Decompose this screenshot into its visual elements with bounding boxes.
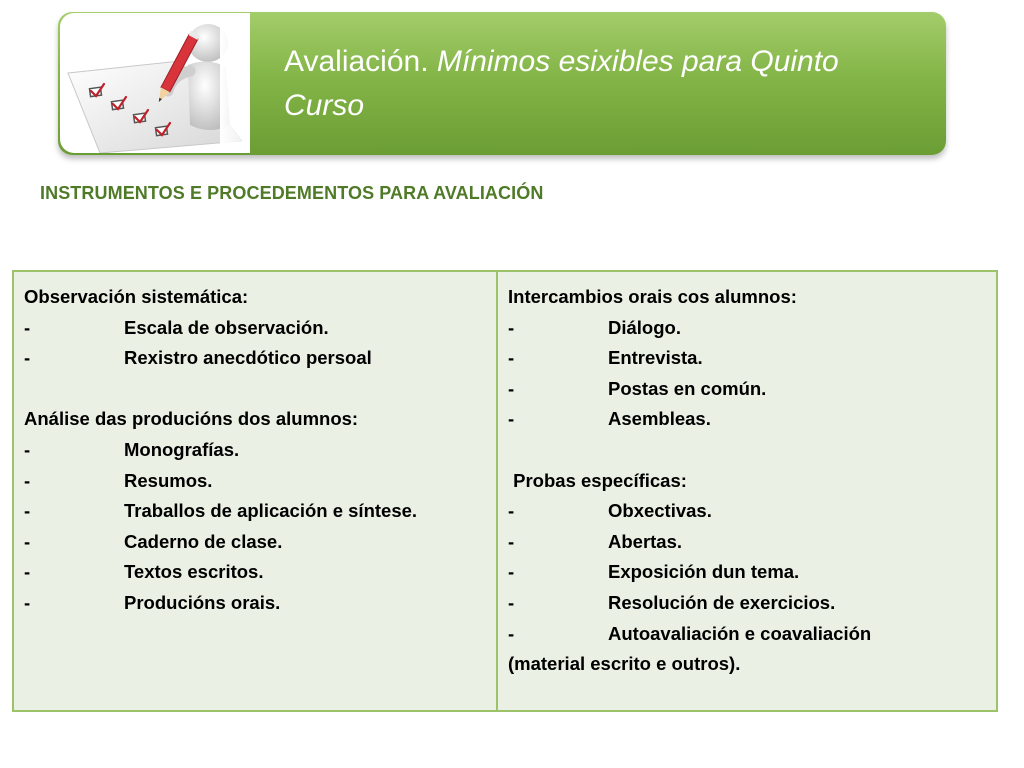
title-plain: Avaliación. — [284, 45, 429, 78]
list-item — [24, 435, 486, 466]
right-cell — [497, 271, 997, 711]
list-item — [24, 557, 486, 588]
dash: - — [24, 316, 31, 338]
item-text: Producións orais. — [124, 591, 281, 613]
item-text: Resumos. — [124, 469, 213, 491]
dash: - — [24, 530, 31, 552]
continuation-line: (material escrito e outros). — [508, 653, 741, 675]
dash: - — [24, 347, 31, 369]
dash: - — [508, 347, 515, 369]
list-item — [24, 588, 486, 619]
item-text: Caderno de clase. — [124, 530, 283, 552]
list-item — [508, 527, 986, 558]
item-text: Abertas. — [608, 530, 683, 552]
item-text: Asembleas. — [608, 408, 711, 430]
dash: - — [508, 622, 515, 644]
checklist-illustration — [60, 13, 250, 153]
list-item — [508, 619, 986, 650]
list-item — [508, 496, 986, 527]
list-item — [24, 343, 486, 374]
dash: - — [24, 591, 31, 613]
person-checklist-icon — [60, 13, 250, 153]
item-text: Traballos de aplicación e síntese. — [124, 500, 418, 522]
dash: - — [508, 316, 515, 338]
heading-analise: Análise das producións dos alumnos: — [24, 408, 359, 430]
dash: - — [508, 377, 515, 399]
item-text: Postas en común. — [608, 377, 767, 399]
instruments-table — [12, 270, 998, 712]
dash: - — [508, 561, 515, 583]
list-item — [508, 588, 986, 619]
list-item — [508, 404, 986, 435]
item-text: Rexistro anecdótico persoal — [124, 347, 372, 369]
item-text: Diálogo. — [608, 316, 681, 338]
list-item — [24, 466, 486, 497]
dash: - — [24, 500, 31, 522]
item-text: Escala de observación. — [124, 316, 329, 338]
table-row — [13, 271, 997, 711]
item-text: Exposición dun tema. — [608, 561, 800, 583]
heading-probas: Probas específicas: — [508, 469, 687, 491]
item-text: Monografías. — [124, 438, 240, 460]
item-text: Autoavaliación e coavaliación — [608, 622, 872, 644]
spacer — [508, 435, 986, 466]
heading-intercambios: Intercambios orais cos alumnos: — [508, 286, 797, 307]
dash: - — [508, 530, 515, 552]
list-item — [24, 313, 486, 344]
slide-title — [284, 40, 904, 128]
heading-observacion: Observación sistemática: — [24, 286, 249, 307]
dash: - — [508, 408, 515, 430]
list-item — [508, 557, 986, 588]
section-subtitle: INSTRUMENTOS E PROCEDEMENTOS PARA AVALIACIÓN — [40, 183, 544, 203]
title-italic: Mínimos esixibles para Quinto Curso — [284, 45, 839, 122]
dash: - — [24, 561, 31, 583]
item-text: Textos escritos. — [124, 561, 264, 583]
item-text: Obxectivas. — [608, 500, 712, 522]
list-item — [24, 496, 486, 527]
list-item — [508, 374, 986, 405]
dash: - — [24, 438, 31, 460]
list-item — [508, 313, 986, 344]
left-cell — [13, 271, 497, 711]
dash: - — [508, 500, 515, 522]
dash: - — [508, 591, 515, 613]
dash: - — [24, 469, 31, 491]
item-text: Entrevista. — [608, 347, 703, 369]
item-text: Resolución de exercicios. — [608, 591, 836, 613]
list-item — [508, 343, 986, 374]
list-item — [24, 527, 486, 558]
spacer — [24, 374, 486, 405]
